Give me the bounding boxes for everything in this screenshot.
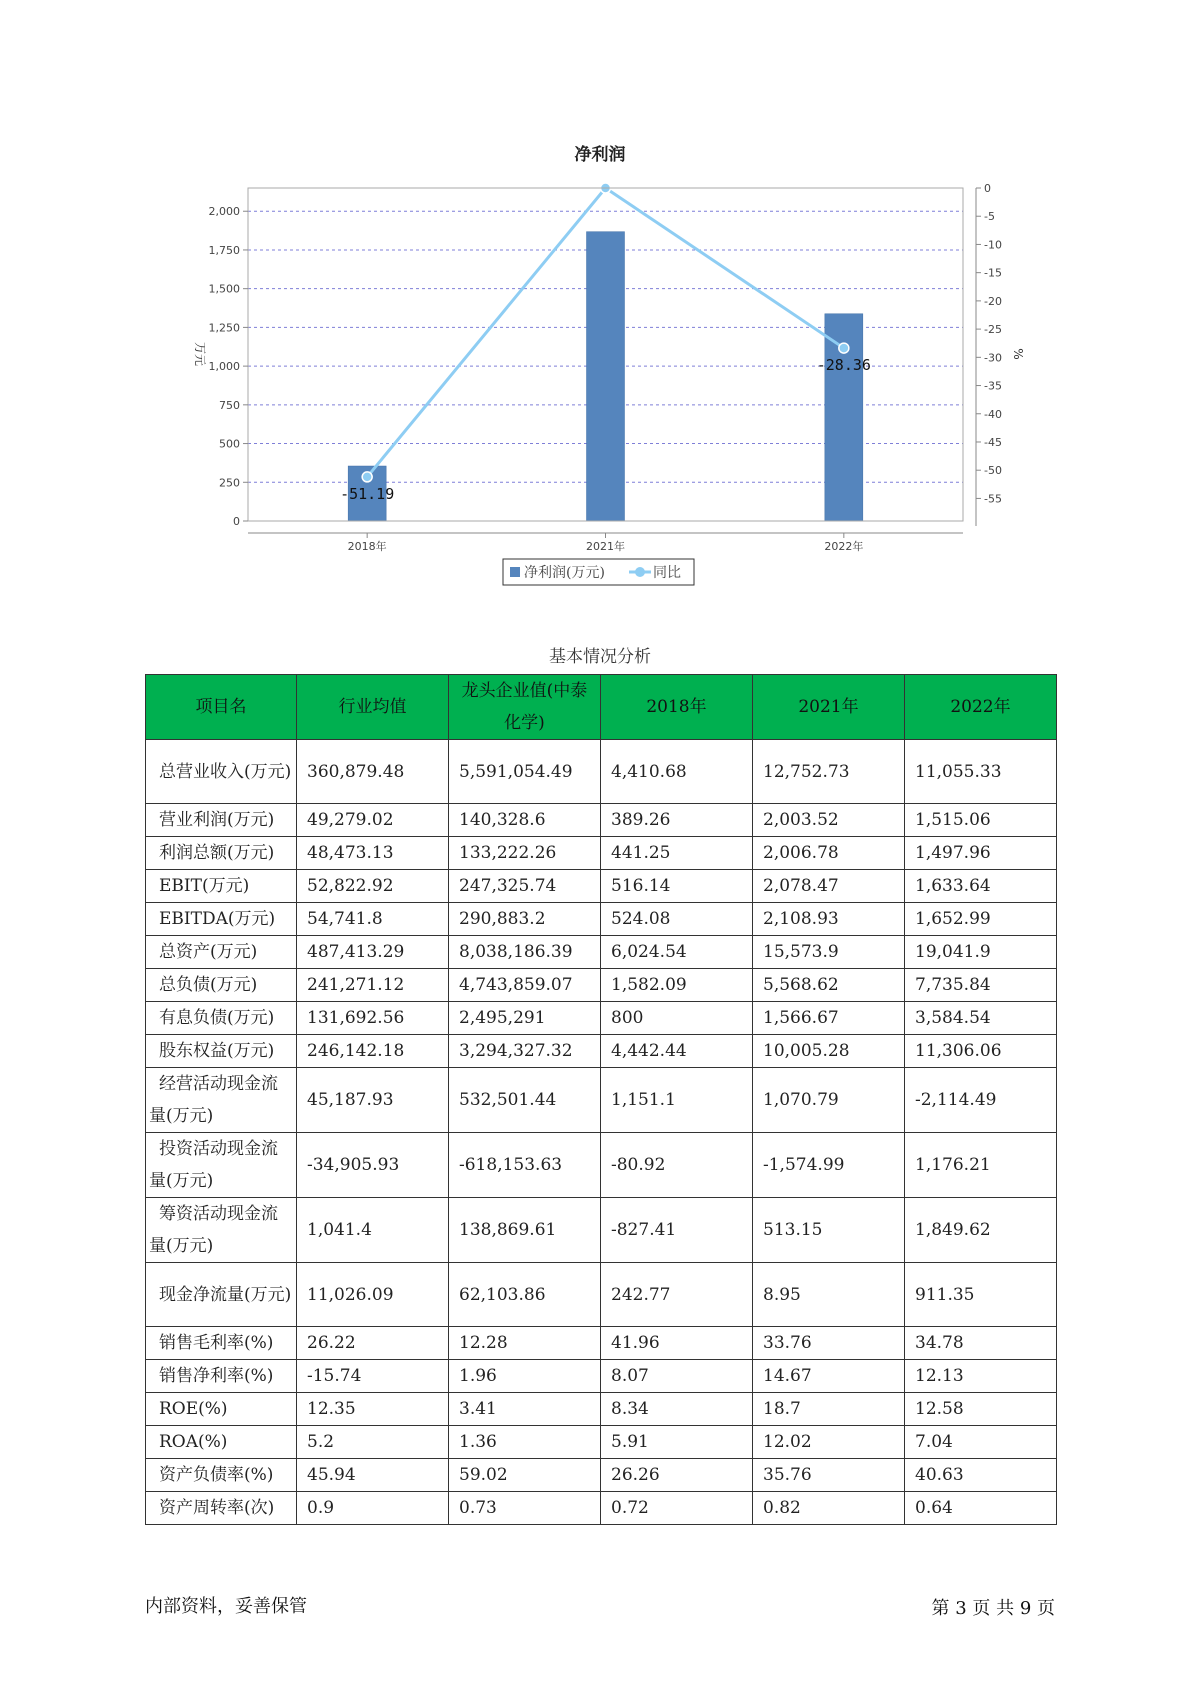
table-cell-value: 59.02 [449,1459,601,1492]
table-cell-item-name: 股东权益(万元) [146,1035,297,1068]
table-cell-value: 0.72 [601,1492,753,1525]
table-header-row [146,675,1057,740]
table-cell-value: 1,849.62 [905,1198,1057,1263]
table-cell-item-name: 营业利润(万元) [146,804,297,837]
table-cell-value: 532,501.44 [449,1068,601,1133]
legend-bar-swatch [510,567,520,577]
table-cell-value: 8.34 [601,1393,753,1426]
table-cell-value: 12.02 [753,1426,905,1459]
table-cell-value: 62,103.86 [449,1263,601,1327]
table-cell-value: -15.74 [297,1360,449,1393]
table-cell-value: 5,568.62 [753,969,905,1002]
y-tick-label: 750 [219,398,240,412]
table-cell-item-name: 资产负债率(%) [146,1459,297,1492]
table-cell-value: 7.04 [905,1426,1057,1459]
table-cell-value: 911.35 [905,1263,1057,1327]
table-cell-value: 241,271.12 [297,969,449,1002]
table-cell-value: 34.78 [905,1327,1057,1360]
y2-tick-label: -5 [984,210,995,224]
table-cell-value: 1,515.06 [905,804,1057,837]
table-cell-value: 1,566.67 [753,1002,905,1035]
table-cell-value: 35.76 [753,1459,905,1492]
header-industry-avg: 行业均值 [297,675,449,740]
table-row [146,1360,1057,1393]
table-cell-value: 7,735.84 [905,969,1057,1002]
yoy-data-label: -28.36 [816,356,871,375]
table-cell-value: -34,905.93 [297,1133,449,1198]
table-row [146,903,1057,936]
table-cell-item-name: 销售毛利率(%) [146,1327,297,1360]
table-row [146,969,1057,1002]
header-2021: 2021年 [753,675,905,740]
table-cell-value: 12.28 [449,1327,601,1360]
yoy-point-2022年 [839,343,849,353]
table-cell-value: 5.91 [601,1426,753,1459]
table-row [146,1002,1057,1035]
table-cell-value: 131,692.56 [297,1002,449,1035]
table-cell-item-name: 总营业收入(万元) [146,740,297,804]
table-cell-value: 0.73 [449,1492,601,1525]
table-cell-value: 246,142.18 [297,1035,449,1068]
table-cell-value: 138,869.61 [449,1198,601,1263]
net-profit-chart [0,0,1191,600]
table-cell-value: 524.08 [601,903,753,936]
bar-2021年 [587,232,625,521]
table-cell-value: 4,410.68 [601,740,753,804]
table-cell-value: 49,279.02 [297,804,449,837]
table-cell-item-name: 资产周转率(次) [146,1492,297,1525]
yoy-point-2018年 [362,472,372,482]
table-cell-value: 5,591,054.49 [449,740,601,804]
table-cell-value: 0.64 [905,1492,1057,1525]
table-cell-value: 1,652.99 [905,903,1057,936]
table-cell-value: 12,752.73 [753,740,905,804]
table-cell-value: -618,153.63 [449,1133,601,1198]
table-cell-value: 45,187.93 [297,1068,449,1133]
table-cell-value: 12.13 [905,1360,1057,1393]
y2-axis-label: % [1011,348,1025,360]
y2-tick-label: 0 [984,182,991,195]
y2-tick-label: -40 [984,407,1002,421]
table-row [146,1426,1057,1459]
table-cell-value: 41.96 [601,1327,753,1360]
table-cell-item-name: 经营活动现金流量(万元) [146,1068,297,1133]
table-row [146,837,1057,870]
table-row [146,1393,1057,1426]
y2-tick-label: -55 [984,492,1002,506]
table-cell-value: 12.58 [905,1393,1057,1426]
header-2018: 2018年 [601,675,753,740]
table-cell-value: 389.26 [601,804,753,837]
table-row [146,804,1057,837]
table-cell-value: 40.63 [905,1459,1057,1492]
table-cell-value: 19,041.9 [905,936,1057,969]
table-cell-value: 516.14 [601,870,753,903]
table-cell-value: -827.41 [601,1198,753,1263]
x-tick-label: 2018年 [347,540,387,553]
table-row [146,1459,1057,1492]
table-cell-value: 52,822.92 [297,870,449,903]
table-row [146,1198,1057,1263]
table-row [146,1133,1057,1198]
table-cell-value: 513.15 [753,1198,905,1263]
table-cell-value: 11,306.06 [905,1035,1057,1068]
table-cell-value: 1,070.79 [753,1068,905,1133]
table-cell-item-name: 总负债(万元) [146,969,297,1002]
table-cell-item-name: ROE(%) [146,1393,297,1426]
table-cell-item-name: 现金净流量(万元) [146,1263,297,1327]
footer-page-number: 第 3 页 共 9 页 [931,1598,1055,1619]
y-tick-label: 1,750 [208,243,240,257]
y-axis-label: 万元 [193,341,207,367]
chart-title: 净利润 [574,145,626,165]
table-cell-value: 1.36 [449,1426,601,1459]
table-cell-value: 45.94 [297,1459,449,1492]
table-cell-item-name: ROA(%) [146,1426,297,1459]
x-tick-label: 2022年 [824,540,864,553]
table-cell-value: -2,114.49 [905,1068,1057,1133]
table-caption: 基本情况分析 [549,647,651,667]
table-cell-item-name: EBIT(万元) [146,870,297,903]
table-row [146,1035,1057,1068]
y2-tick-label: -50 [984,464,1002,478]
basic-analysis-table [145,674,1057,1525]
table-cell-value: 2,003.52 [753,804,905,837]
table-cell-value: 15,573.9 [753,936,905,969]
y2-tick-label: -10 [984,238,1002,252]
table-cell-value: 8.07 [601,1360,753,1393]
table-cell-value: 6,024.54 [601,936,753,969]
footer-confidential-note: 内部资料，妥善保管 [145,1596,307,1617]
table-cell-item-name: 筹资活动现金流量(万元) [146,1198,297,1263]
y-tick-label: 1,250 [208,321,240,335]
table-cell-value: 800 [601,1002,753,1035]
table-cell-value: 14.67 [753,1360,905,1393]
table-cell-value: 18.7 [753,1393,905,1426]
y-tick-label: 0 [233,515,240,528]
table-cell-value: 11,026.09 [297,1263,449,1327]
table-cell-value: -1,574.99 [753,1133,905,1198]
legend-line-marker [635,567,645,577]
y-tick-label: 2,000 [208,205,240,219]
table-cell-value: 12.35 [297,1393,449,1426]
table-cell-value: 4,743,859.07 [449,969,601,1002]
table-cell-value: 1,497.96 [905,837,1057,870]
table-cell-value: 2,108.93 [753,903,905,936]
y2-tick-label: -20 [984,294,1002,308]
table-cell-value: 8.95 [753,1263,905,1327]
table-row [146,870,1057,903]
table-cell-value: 11,055.33 [905,740,1057,804]
table-row [146,936,1057,969]
yoy-data-label: -51.19 [340,484,395,503]
table-cell-value: -80.92 [601,1133,753,1198]
table-cell-item-name: 利润总额(万元) [146,837,297,870]
table-cell-value: 487,413.29 [297,936,449,969]
table-cell-value: 33.76 [753,1327,905,1360]
table-body [146,740,1057,1525]
chart-legend [503,559,694,585]
table-cell-value: 0.82 [753,1492,905,1525]
table-cell-value: 140,328.6 [449,804,601,837]
table-cell-value: 360,879.48 [297,740,449,804]
header-2022: 2022年 [905,675,1057,740]
table-cell-value: 8,038,186.39 [449,936,601,969]
table-cell-item-name: 投资活动现金流量(万元) [146,1133,297,1198]
chart-bars [348,232,863,521]
table-cell-value: 1,633.64 [905,870,1057,903]
header-leader-value: 龙头企业值(中泰化学) [449,675,601,740]
y2-tick-label: -30 [984,351,1002,365]
table-cell-item-name: 有息负债(万元) [146,1002,297,1035]
legend-bar-label: 净利润(万元) [524,565,605,581]
table-row [146,1068,1057,1133]
table-row [146,740,1057,804]
table-cell-item-name: 销售净利率(%) [146,1360,297,1393]
table-cell-value: 2,006.78 [753,837,905,870]
table-cell-value: 10,005.28 [753,1035,905,1068]
table-cell-value: 54,741.8 [297,903,449,936]
x-tick-label: 2021年 [586,540,625,553]
table-cell-value: 1.96 [449,1360,601,1393]
table-row [146,1263,1057,1327]
header-item-name: 项目名 [146,675,297,740]
table-cell-value: 441.25 [601,837,753,870]
table-cell-value: 2,495,291 [449,1002,601,1035]
table-cell-value: 133,222.26 [449,837,601,870]
table-cell-value: 4,442.44 [601,1035,753,1068]
y2-tick-label: -45 [984,435,1002,449]
table-cell-value: 1,151.1 [601,1068,753,1133]
table-cell-value: 26.22 [297,1327,449,1360]
table-cell-value: 3.41 [449,1393,601,1426]
table-cell-value: 5.2 [297,1426,449,1459]
table-cell-value: 247,325.74 [449,870,601,903]
table-cell-value: 48,473.13 [297,837,449,870]
table-row [146,1492,1057,1525]
y2-tick-label: -35 [984,379,1002,393]
y-tick-label: 1,000 [208,360,240,374]
table-row [146,1327,1057,1360]
table-cell-value: 1,176.21 [905,1133,1057,1198]
table-cell-value: 0.9 [297,1492,449,1525]
table-cell-item-name: EBITDA(万元) [146,903,297,936]
table-cell-value: 3,584.54 [905,1002,1057,1035]
table-cell-value: 1,582.09 [601,969,753,1002]
legend-line-label: 同比 [653,565,681,581]
table-cell-value: 2,078.47 [753,870,905,903]
table-cell-item-name: 总资产(万元) [146,936,297,969]
table-cell-value: 1,041.4 [297,1198,449,1263]
y2-tick-label: -15 [984,266,1002,280]
y-tick-label: 1,500 [208,282,240,296]
table-cell-value: 3,294,327.32 [449,1035,601,1068]
y-tick-label: 500 [219,437,240,451]
table-cell-value: 242.77 [601,1263,753,1327]
table-cell-value: 26.26 [601,1459,753,1492]
y2-tick-label: -25 [984,323,1002,337]
y-tick-label: 250 [219,476,240,490]
table-cell-value: 290,883.2 [449,903,601,936]
